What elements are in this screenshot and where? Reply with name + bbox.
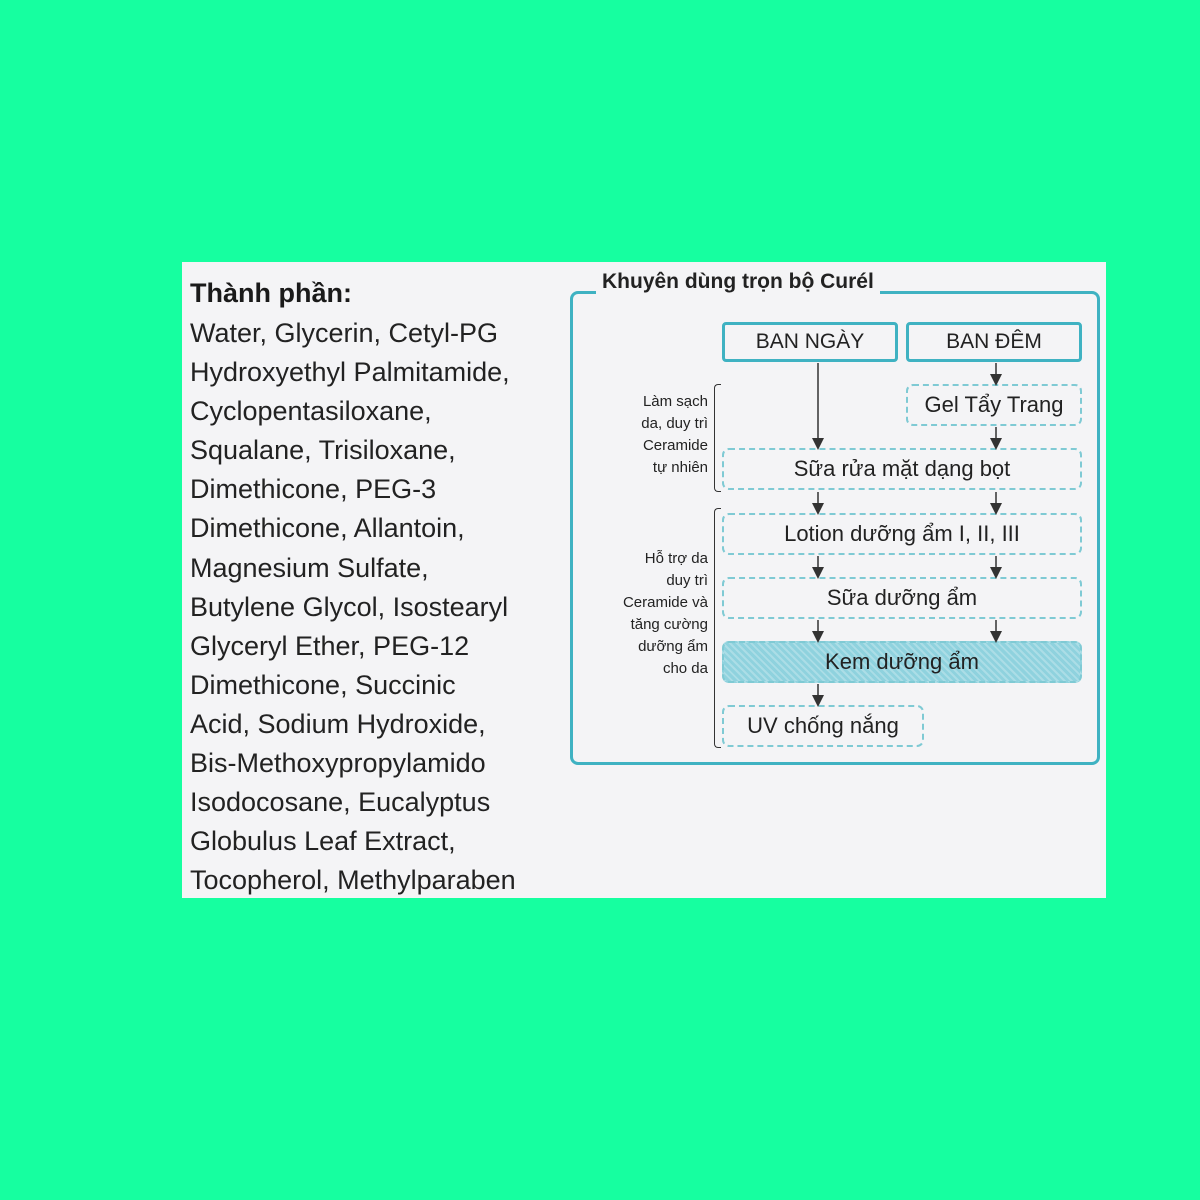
step-foam-cleanser: Sữa rửa mặt dạng bọt xyxy=(722,448,1082,490)
ingredient-line: Globulus Leaf Extract, xyxy=(190,826,456,857)
ingredient-line: Butylene Glycol, Isostearyl xyxy=(190,591,509,622)
ingredient-line: Glyceryl Ether, PEG-12 xyxy=(190,630,470,661)
ingredient-line: Acid, Sodium Hydroxide, xyxy=(190,708,486,739)
ingredient-line: Magnesium Sulfate, xyxy=(190,552,429,583)
cleansing-note: Làm sạch da, duy trì Ceramide tự nhiên xyxy=(641,393,708,476)
ingredient-line: Hydroxyethyl Palmitamide, xyxy=(190,357,510,388)
support-note: Hỗ trợ da duy trì Ceramide và tăng cường dưỡng ẩm cho da xyxy=(622,550,708,677)
night-header: BAN ĐÊM xyxy=(906,322,1082,362)
step-moisturizing-cream: Kem dưỡng ẩm xyxy=(722,641,1082,683)
step-makeup-remover-gel: Gel Tẩy Trang xyxy=(906,384,1082,426)
day-header: BAN NGÀY xyxy=(722,322,898,362)
ingredients-title: Thành phần: xyxy=(190,278,352,308)
ingredient-line: Cyclopentasiloxane, xyxy=(190,396,432,427)
ingredient-line: Bis-Methoxypropylamido xyxy=(190,748,486,779)
ingredient-line: Water, Glycerin, Cetyl-PG xyxy=(190,318,499,348)
step-moisturizing-milk: Sữa dưỡng ẩm xyxy=(722,577,1082,619)
ingredient-line: Dimethicone, Succinic xyxy=(190,669,456,700)
ingredient-line: Tocopherol, Methylparaben xyxy=(190,865,516,896)
ingredient-line: Dimethicone, Allantoin, xyxy=(190,513,465,544)
ingredient-line: Isodocosane, Eucalyptus xyxy=(190,787,491,818)
step-lotion: Lotion dưỡng ẩm I, II, III xyxy=(722,513,1082,555)
ingredient-line: Dimethicone, PEG-3 xyxy=(190,474,437,505)
ingredient-line: Squalane, Trisiloxane, xyxy=(190,435,456,466)
routine-title: Khuyên dùng trọn bộ Curél xyxy=(596,270,880,294)
step-uv-protection: UV chống nắng xyxy=(722,705,924,747)
